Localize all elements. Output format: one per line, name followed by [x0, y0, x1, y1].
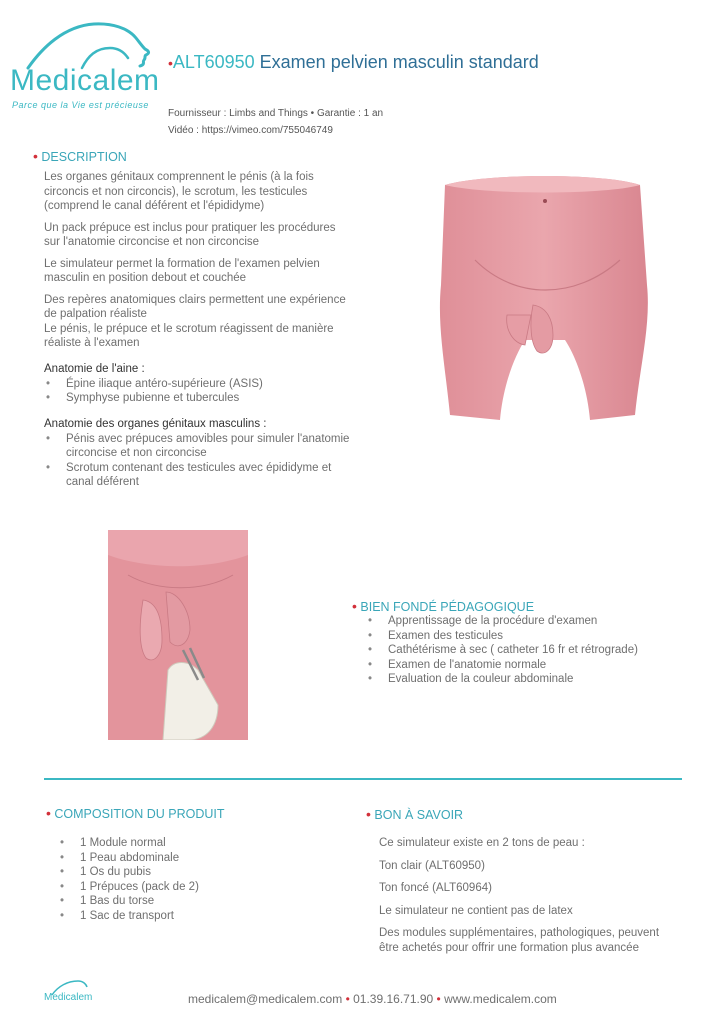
- list-item: • Examen des testicules: [366, 629, 686, 644]
- section-bullet-icon: •: [33, 148, 38, 164]
- info-line: Le simulateur ne contient pas de latex: [379, 904, 573, 917]
- list-item: • 1 Bas du torse: [58, 894, 318, 909]
- pedagogy-heading: • BIEN FONDÉ PÉDAGOGIQUE: [352, 598, 535, 614]
- video-link[interactable]: Vidéo : https://vimeo.com/755046749: [168, 125, 333, 136]
- description-paragraph: Le pénis, le prépuce et le scrotum réagissent de manière réaliste à l'examen: [44, 322, 334, 349]
- footer-contact: [188, 992, 557, 1006]
- brand-tagline: Parce que la Vie est précieuse: [12, 100, 149, 110]
- description-paragraph: Un pack prépuce est inclus pour pratiquer les procédures sur l'anatomie circoncise et non circoncise: [44, 221, 336, 248]
- list-item: • Evaluation de la couleur abdominale: [366, 672, 686, 687]
- list-item: • 1 Sac de transport: [58, 909, 318, 924]
- info-line: Ton foncé (ALT60964): [379, 882, 492, 894]
- description-heading: • DESCRIPTION: [33, 148, 127, 164]
- footer-email[interactable]: medicalem@medicalem.com: [188, 992, 343, 1006]
- description-body: [44, 170, 354, 490]
- list-item: • Symphyse pubienne et tubercules: [44, 391, 354, 406]
- list-item: • Épine iliaque antéro-supérieure (ASIS): [44, 377, 354, 392]
- footer-logo-name: Medicalem: [44, 992, 93, 1003]
- info-line: Des modules supplémentaires, pathologiques, peuvent être achetés pour offrir une formation plus avancée: [379, 927, 660, 954]
- organes-list: [44, 432, 354, 490]
- list-item: • 1 Os du pubis: [58, 865, 318, 880]
- product-code: ALT60950: [172, 52, 255, 72]
- brand-logo: [10, 18, 170, 108]
- list-item: • Examen de l'anatomie normale: [366, 658, 686, 673]
- composition-heading: • COMPOSITION DU PRODUIT: [46, 805, 225, 821]
- list-item: • Cathétérisme à sec ( catheter 16 fr et rétrograde): [366, 643, 686, 658]
- description-paragraph: Les organes génitaux comprennent le pénis (à la fois circoncis et non circoncis), le scrotum, les testicules (comprend le canal déférent et l'épididyme): [44, 171, 314, 212]
- product-image-detail: [108, 530, 248, 740]
- page-title: [168, 52, 539, 73]
- list-item: • Scrotum contenant des testicules avec épididyme et canal déférent: [44, 461, 354, 490]
- description-paragraph: Le simulateur permet la formation de l'examen pelvien masculin en position debout et couchée: [44, 257, 320, 284]
- info-line: Ce simulateur existe en 2 tons de peau :: [379, 837, 585, 849]
- footer-website[interactable]: www.medicalem.com: [444, 992, 557, 1006]
- list-item: • 1 Module normal: [58, 836, 318, 851]
- info-line: Ton clair (ALT60950): [379, 859, 485, 872]
- section-bullet-icon: •: [46, 805, 51, 821]
- list-item: • 1 Peau abdominale: [58, 851, 318, 866]
- pedagogy-list: [366, 614, 686, 687]
- aine-heading: Anatomie de l'aine :: [44, 362, 145, 375]
- composition-list: [58, 836, 318, 923]
- section-divider: [44, 778, 682, 780]
- section-bullet-icon: •: [352, 598, 357, 614]
- list-item: • Pénis avec prépuces amovibles pour simuler l'anatomie circoncise et non circoncise: [44, 432, 354, 461]
- footer-phone[interactable]: 01.39.16.71.90: [353, 992, 434, 1006]
- brand-name: Medicalem: [10, 64, 160, 97]
- face-profile-icon: [24, 18, 164, 70]
- organes-heading: Anatomie des organes génitaux masculins :: [44, 417, 267, 430]
- product-image-main: [425, 165, 665, 425]
- footer-logo: [40, 978, 100, 1018]
- product-title: Examen pelvien masculin standard: [259, 52, 539, 72]
- description-paragraph: Des repères anatomiques clairs permettent une expérience de palpation réaliste: [44, 293, 346, 320]
- aine-list: [44, 377, 354, 406]
- good-to-know-heading: • BON À SAVOIR: [366, 806, 464, 822]
- list-item: • Apprentissage de la procédure d'examen: [366, 614, 686, 629]
- separator-dot-icon: •: [436, 992, 445, 1006]
- title-bullet-icon: •: [168, 55, 173, 71]
- list-item: • 1 Prépuces (pack de 2): [58, 880, 318, 895]
- good-to-know-body: [379, 836, 679, 955]
- separator-dot-icon: •: [345, 992, 354, 1006]
- supplier-line: Fournisseur : Limbs and Things • Garantie : 1 an: [168, 108, 384, 119]
- section-bullet-icon: •: [366, 806, 371, 822]
